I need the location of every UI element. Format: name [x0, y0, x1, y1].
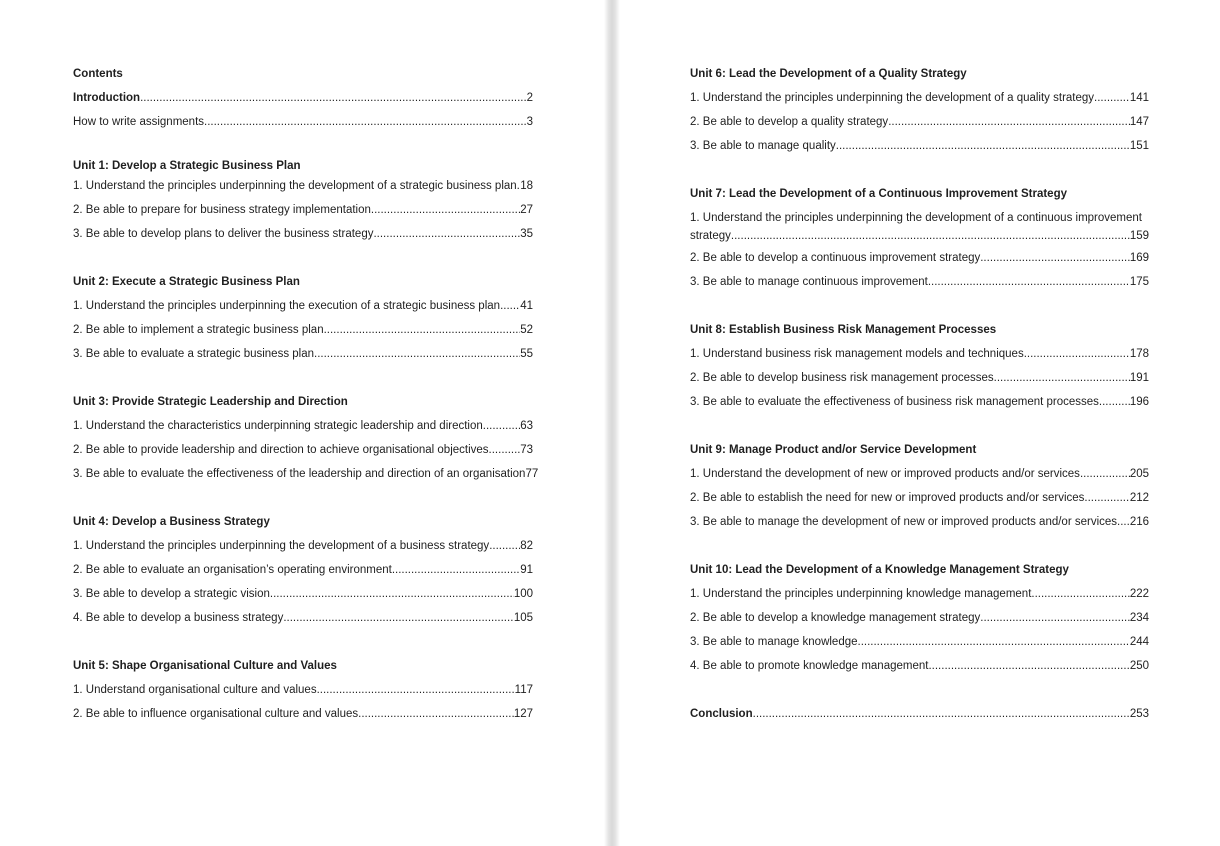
toc-block: [690, 318, 1149, 414]
toc-entry: [73, 606, 533, 630]
toc-block: [73, 86, 533, 134]
toc-entry-title: 3. Be able to evaluate the effectiveness of business risk management processes: [690, 396, 1099, 408]
toc-block: [73, 158, 533, 246]
page-number: 3: [526, 116, 533, 128]
page-number: 175: [1129, 276, 1149, 288]
toc-entry: [690, 246, 1149, 270]
contents-title: Contents: [73, 68, 123, 80]
toc-entry-title: 1. Understand the characteristics underpinning strategic leadership and direction: [73, 420, 483, 432]
toc-block: [73, 390, 539, 486]
page-number: 117: [514, 684, 533, 696]
toc-entry: [690, 582, 1149, 606]
right-toc-blocks: [690, 62, 1149, 726]
page-number: 196: [1129, 396, 1149, 408]
page-number: 253: [1129, 708, 1149, 720]
toc-entry: [73, 462, 539, 486]
page-number: 18: [520, 180, 533, 192]
page-right: [690, 62, 1149, 726]
toc-entry-title: How to write assignments: [73, 116, 205, 128]
page-left: [73, 62, 539, 726]
toc-block: [690, 62, 1149, 158]
dot-leader: [483, 414, 520, 438]
toc-entry: [73, 558, 533, 582]
dot-leader: [928, 270, 1130, 294]
page-number: 91: [520, 564, 533, 576]
toc-entry: [690, 606, 1149, 630]
page-number: 52: [520, 324, 533, 336]
unit-heading: Unit 1: Develop a Strategic Business Plan: [73, 160, 301, 172]
page-number: 178: [1129, 348, 1149, 360]
page-number: 55: [520, 348, 533, 360]
toc-entry-title: 2. Be able to develop business risk management processes: [690, 372, 994, 384]
toc-entry: [690, 342, 1149, 366]
toc-entry: [73, 414, 533, 438]
toc-block: [690, 438, 1149, 534]
toc-entry: [690, 702, 1149, 726]
toc-block: [73, 654, 533, 726]
dot-leader: [392, 558, 520, 582]
toc-entry: [690, 366, 1149, 390]
toc-entry: [690, 110, 1149, 134]
toc-entry: [690, 86, 1149, 110]
dot-leader: [928, 654, 1129, 678]
toc-entry-title: 3. Be able to manage continuous improvement: [690, 276, 928, 288]
dot-leader: [371, 198, 520, 222]
toc-entry-title: Conclusion: [690, 708, 753, 720]
toc-entry: [73, 110, 533, 134]
toc-entry-title: 3. Be able to develop plans to deliver the business strategy: [73, 228, 374, 240]
toc-entry: [73, 222, 533, 246]
toc-entry-title: 2. Be able to prepare for business strategy implementation: [73, 204, 371, 216]
toc-entry: [690, 226, 1149, 246]
unit-heading: Unit 2: Execute a Strategic Business Plan: [73, 276, 300, 288]
toc-entry: [73, 702, 533, 726]
unit-heading: Unit 8: Establish Business Risk Management Processes: [690, 324, 997, 336]
toc-entry-title: 1. Understand the principles underpinning the development of a business strategy: [73, 540, 490, 552]
dot-leader: [994, 366, 1130, 390]
dot-leader: [204, 110, 527, 134]
dot-leader: [373, 222, 520, 246]
toc-entry-title: strategy: [690, 230, 731, 242]
page-number: 169: [1129, 252, 1149, 264]
toc-entry-title: Introduction: [73, 92, 141, 104]
dot-leader: [489, 534, 520, 558]
dot-leader: [358, 702, 514, 726]
page-number: 234: [1129, 612, 1149, 624]
dot-leader: [753, 702, 1130, 726]
toc-entry: [690, 486, 1149, 510]
toc-block: [690, 558, 1149, 678]
toc-entry-title: 1. Understand the principles underpinning knowledge management: [690, 588, 1032, 600]
dot-leader: [1117, 510, 1130, 534]
toc-entry: [73, 534, 533, 558]
toc-entry: [690, 630, 1149, 654]
toc-entry-title: 1. Understand the principles underpinning the execution of a strategic business plan: [73, 300, 501, 312]
page-number: 205: [1129, 468, 1149, 480]
toc-entry: [73, 678, 533, 702]
page-number: 159: [1129, 230, 1149, 242]
toc-entry-wrap-line: 1. Understand the principles underpinning the development of a continuous improvement: [690, 212, 1142, 224]
toc-entry-title: 2. Be able to develop a knowledge management strategy: [690, 612, 981, 624]
toc-entry: [73, 198, 533, 222]
unit-heading: Unit 9: Manage Product and/or Service Development: [690, 444, 977, 456]
toc-entry-title: 3. Be able to evaluate the effectiveness of the leadership and direction of an organisation: [73, 468, 526, 480]
dot-leader: [1084, 486, 1129, 510]
toc-entry-title: 3. Be able to evaluate a strategic business plan: [73, 348, 315, 360]
dot-leader: [314, 342, 520, 366]
dot-leader: [888, 110, 1130, 134]
toc-entry: [73, 342, 533, 366]
toc-entry-title: 3. Be able to manage knowledge: [690, 636, 858, 648]
toc-entry-title: 1. Understand the principles underpinning the development of a strategic business plan: [73, 180, 517, 192]
dot-leader: [1024, 342, 1130, 366]
toc-entry: [690, 390, 1149, 414]
page-number: 77: [525, 468, 539, 480]
toc-entry: [690, 654, 1149, 678]
page-number: 216: [1129, 516, 1149, 528]
page-number: 222: [1129, 588, 1149, 600]
toc-block: [690, 182, 1149, 294]
dot-leader: [283, 606, 513, 630]
toc-entry-title: 1. Understand the development of new or improved products and/or services: [690, 468, 1080, 480]
page-number: 147: [1129, 116, 1149, 128]
page-number: 41: [520, 300, 533, 312]
toc-entry: [73, 582, 533, 606]
dot-leader: [317, 678, 515, 702]
toc-entry: [73, 294, 533, 318]
dot-leader: [1080, 462, 1130, 486]
toc-entry: [690, 270, 1149, 294]
toc-entry-title: 4. Be able to develop a business strategy: [73, 612, 284, 624]
page-number: 73: [520, 444, 533, 456]
toc-entry-title: 3. Be able to manage the development of new or improved products and/or services: [690, 516, 1118, 528]
page-number: 27: [520, 204, 533, 216]
page-number: 141: [1129, 92, 1149, 104]
page-number: 127: [513, 708, 533, 720]
page-gutter-divider: [604, 0, 620, 846]
unit-heading: Unit 10: Lead the Development of a Knowledge Management Strategy: [690, 564, 1069, 576]
toc-entry-title: 2. Be able to develop a quality strategy: [690, 116, 889, 128]
toc-entry-title: 2. Be able to develop a continuous improvement strategy: [690, 252, 981, 264]
page-number: 212: [1129, 492, 1149, 504]
dot-leader: [731, 226, 1130, 246]
dot-leader: [489, 438, 521, 462]
page-number: 35: [520, 228, 533, 240]
toc-entry-title: 2. Be able to evaluate an organisation’s operating environment: [73, 564, 392, 576]
unit-heading: Unit 4: Develop a Business Strategy: [73, 516, 270, 528]
page-number: 63: [520, 420, 533, 432]
unit-heading: Unit 3: Provide Strategic Leadership and Direction: [73, 396, 348, 408]
dot-leader: [836, 134, 1130, 158]
dot-leader: [980, 606, 1130, 630]
toc-entry: [73, 174, 533, 198]
page-number: 100: [513, 588, 533, 600]
page-number: 250: [1129, 660, 1149, 672]
dot-leader: [324, 318, 521, 342]
toc-entry-title: 2. Be able to influence organisational culture and values: [73, 708, 359, 720]
toc-entry-title: 3. Be able to manage quality: [690, 140, 836, 152]
dot-leader: [858, 630, 1130, 654]
page-number: 105: [513, 612, 533, 624]
dot-leader: [1031, 582, 1129, 606]
toc-entry-title: 4. Be able to promote knowledge management: [690, 660, 929, 672]
page-number: 244: [1129, 636, 1149, 648]
dot-leader: [500, 294, 520, 318]
toc-entry-title: 3. Be able to develop a strategic vision: [73, 588, 270, 600]
toc-block: [690, 702, 1149, 726]
toc-entry-title: 2. Be able to establish the need for new or improved products and/or services: [690, 492, 1085, 504]
left-toc-blocks: [73, 86, 539, 726]
page-number: 82: [520, 540, 533, 552]
toc-entry-title: 1. Understand business risk management models and techniques: [690, 348, 1024, 360]
toc-entry: [73, 86, 533, 110]
page-number: 2: [526, 92, 533, 104]
dot-leader: [270, 582, 514, 606]
toc-block: [73, 270, 533, 366]
toc-entry-title: 2. Be able to implement a strategic business plan: [73, 324, 324, 336]
toc-entry: [690, 134, 1149, 158]
toc-entry: [73, 318, 533, 342]
toc-entry-title: 2. Be able to provide leadership and direction to achieve organisational objectives: [73, 444, 489, 456]
toc-entry: [73, 438, 533, 462]
unit-heading: Unit 7: Lead the Development of a Continuous Improvement Strategy: [690, 188, 1067, 200]
page-number: 151: [1129, 140, 1149, 152]
dot-leader: [1094, 86, 1130, 110]
dot-leader: [140, 86, 527, 110]
dot-leader: [1099, 390, 1130, 414]
toc-block: [73, 510, 533, 630]
toc-entry-title: 1. Understand the principles underpinning the development of a quality strategy: [690, 92, 1095, 104]
toc-entry: [690, 510, 1149, 534]
toc-entry: [690, 462, 1149, 486]
dot-leader: [980, 246, 1130, 270]
toc-entry-title: 1. Understand organisational culture and values: [73, 684, 317, 696]
unit-heading: Unit 5: Shape Organisational Culture and Values: [73, 660, 337, 672]
unit-heading: Unit 6: Lead the Development of a Quality Strategy: [690, 68, 967, 80]
page-number: 191: [1129, 372, 1149, 384]
